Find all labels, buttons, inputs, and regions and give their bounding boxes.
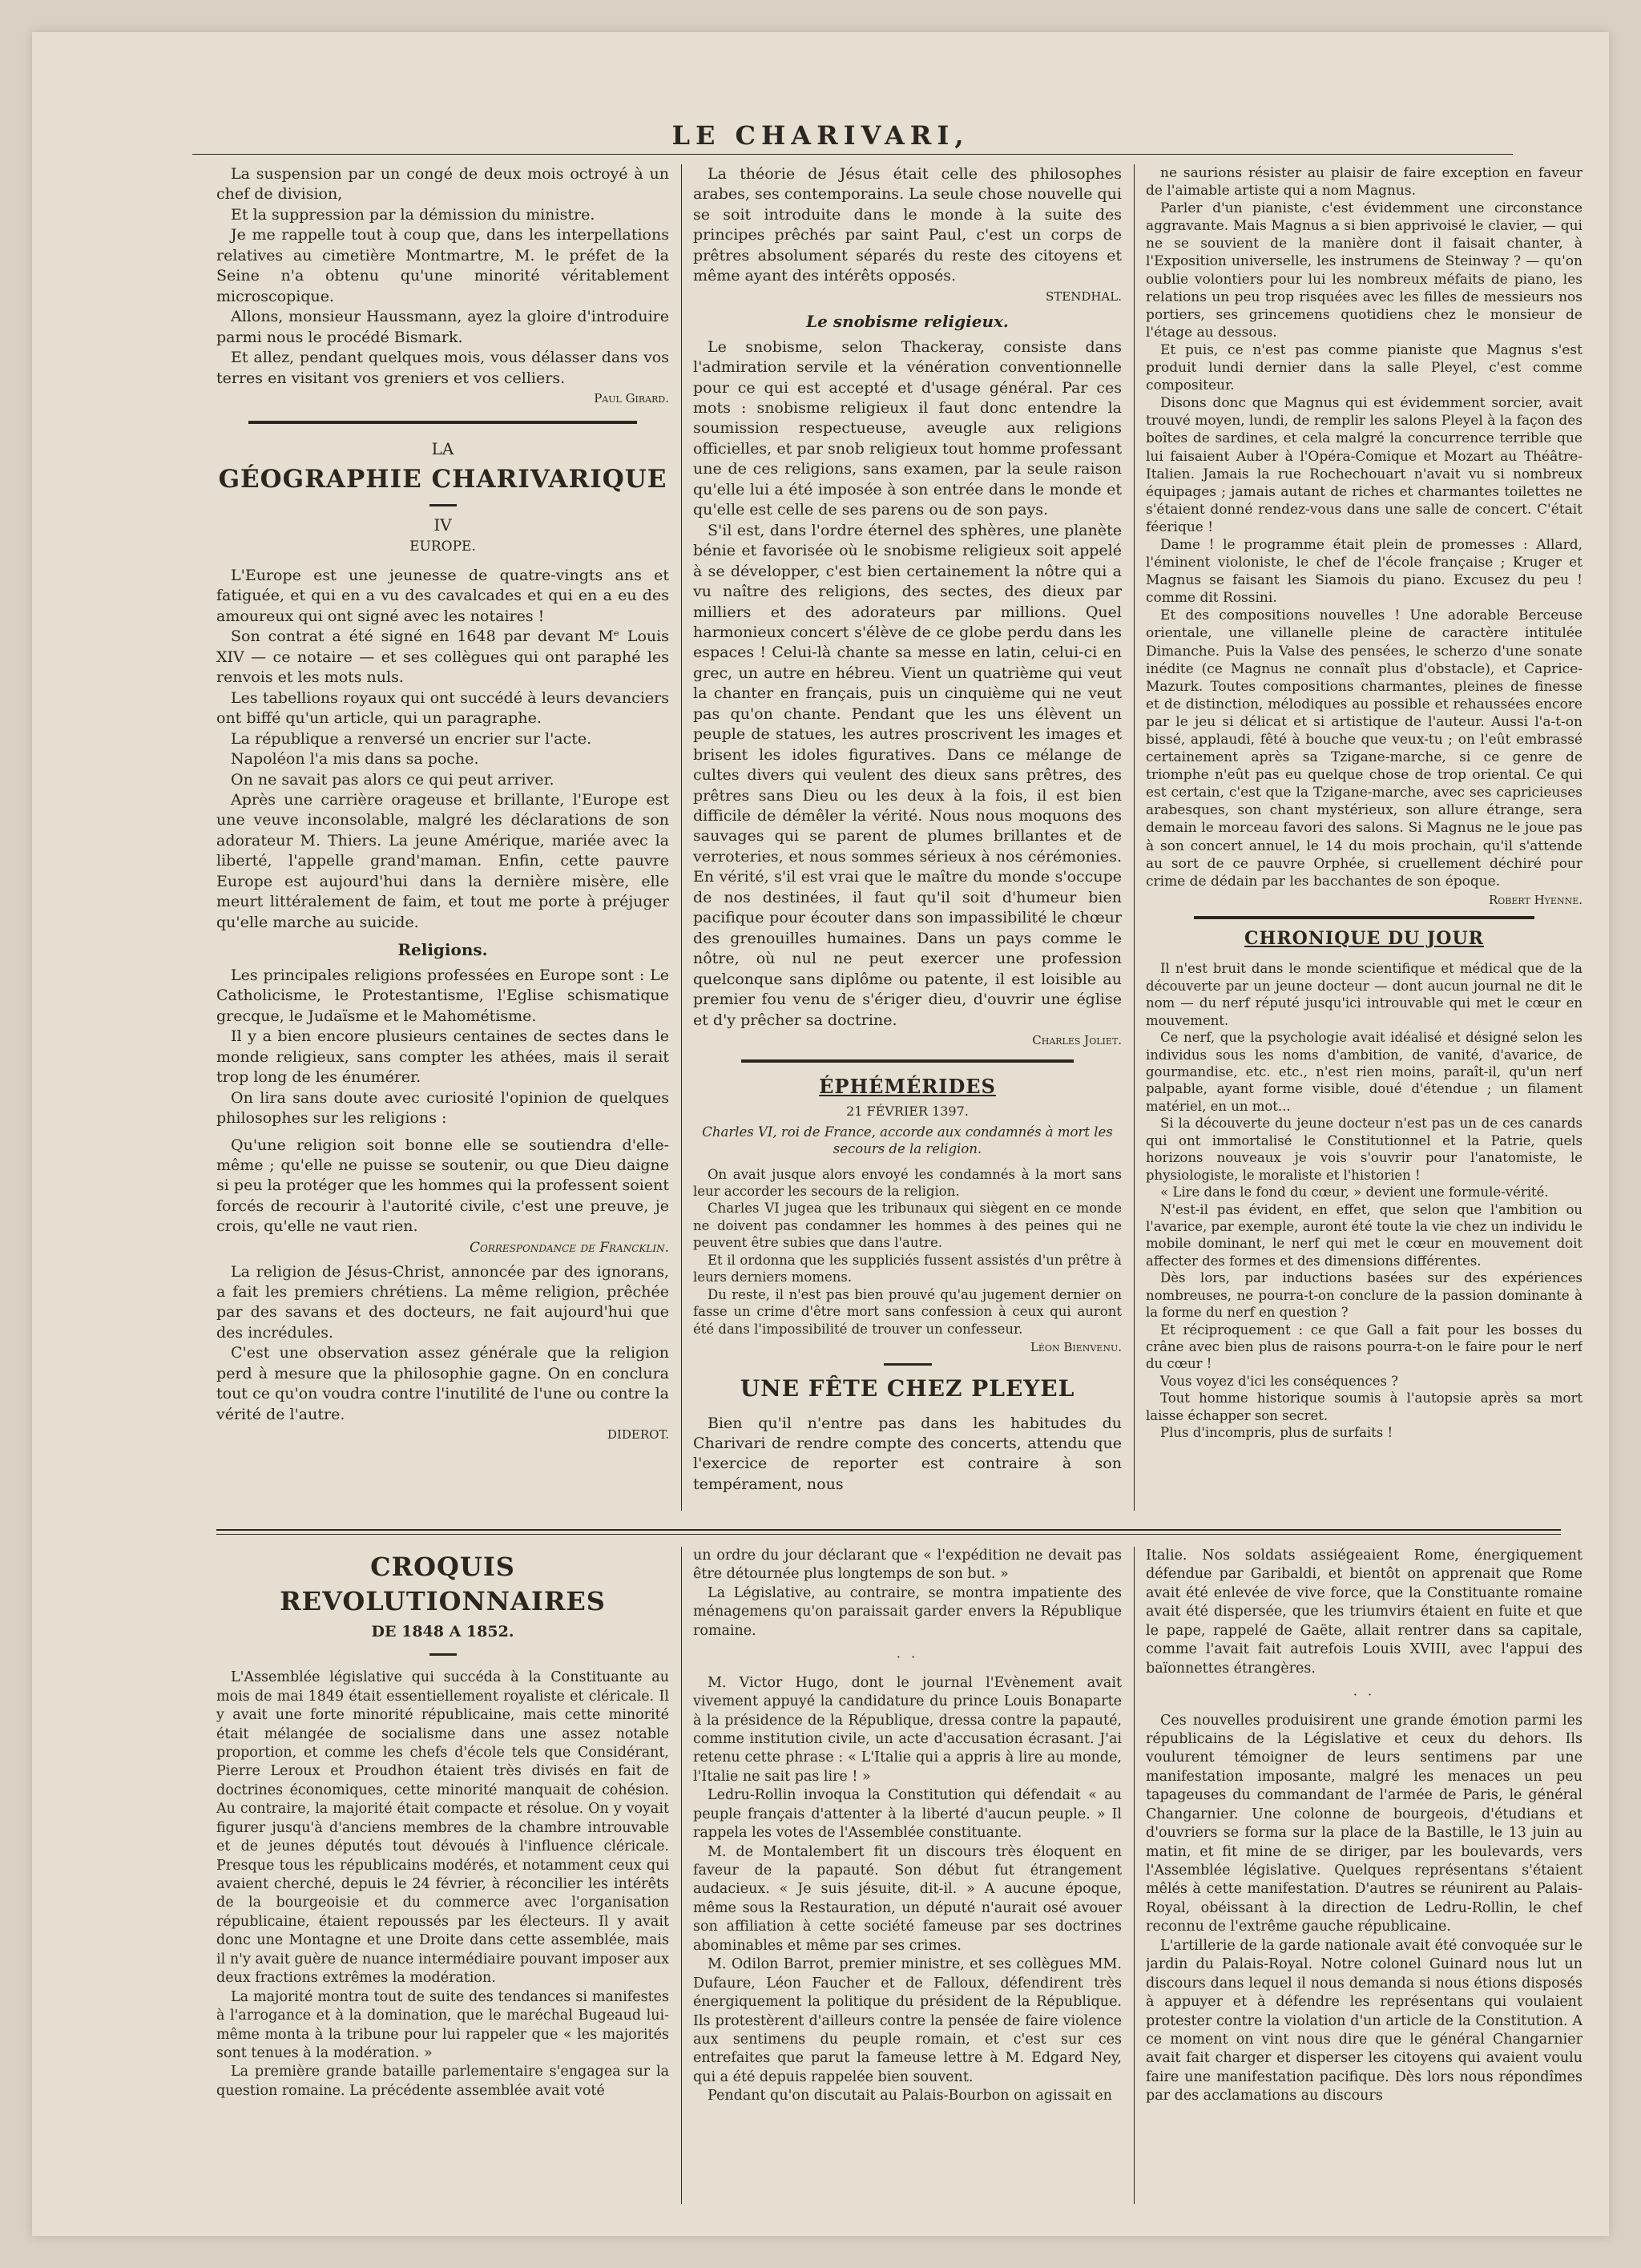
dateline: 21 FÉVRIER 1397. xyxy=(846,1104,969,1120)
newspaper-page xyxy=(32,32,1609,2236)
section-rule xyxy=(741,1059,1074,1063)
section-subtitle: EUROPE. xyxy=(409,539,476,555)
paragraph: ne saurions résister au plaisir de faire exception en faveur de l'aimable artiste qui a nom Magnus. xyxy=(1146,165,1583,200)
paragraph: Allons, monsieur Haussmann, ayez la gloire d'introduire parmi nous le procédé Bismark. xyxy=(216,308,669,346)
paragraph: Parler d'un pianiste, c'est évidemment une circonstance aggravante. Mais Magnus a si bien apprivoisé le clavier, — qui ne se souvient de la manière dont il faisait chanter, à l'Exposition universelle, les instrumens de Steinway ? — qu'on oublie volontiers pour lui les nombreux méfaits de piano, les relations un peu trop risquées avec les filles de messieurs nos portiers, ses grincemens quotidiens chez le monsieur de l'étage au dessous. xyxy=(1146,200,1583,341)
column-divider xyxy=(681,1547,682,2204)
paragraph: On avait jusque alors envoyé les condamnés à la mort sans leur accorder les secours de la religion. xyxy=(693,1166,1122,1200)
paragraph: Et la suppression par la démission du ministre. xyxy=(231,205,595,224)
paragraph: Pendant qu'on discutait au Palais-Bourbon on agissait en xyxy=(708,2088,1112,2105)
lower-column-2 xyxy=(693,1547,1122,2220)
paragraph: Et allez, pendant quelques mois, vous délasser dans vos terres en visitant vos greniers et vos celliers. xyxy=(216,349,669,387)
paragraph: Il y a bien encore plusieurs centaines de sectes dans le monde religieux, sans compter les athées, mais il serait trop long de les énumérer. xyxy=(216,1027,669,1087)
paragraph: Il n'est bruit dans le monde scientifique et médical que de la découverte par un jeune docteur — dont aucun journal ne dit le nom — du nerf réputé jusqu'ici introuvable qui met le cœur en mouvement. xyxy=(1146,961,1583,1028)
section-separator-thin xyxy=(216,1534,1561,1535)
upper-column-3 xyxy=(1146,164,1583,1519)
paragraph: Ces nouvelles produisirent une grande émotion parmi les républicains de la Législative et ceux du dehors. Ils voulurent témoigner de leurs sentimens par une manifestation imposante, malgré les menaces un peu tapageuses du commandant de l'armée de Paris, le général Changarnier. Une colonne de bourgeois, d'étudians et d'ouvriers se forma sur la place de la Bastille, le 13 juin au matin, et fit mine de se diriger, par les boulevards, vers l'Assemblée législative. Quelques représentans s'étaient mêlés à cette manifestation. D'autres se réunirent au Palais-Royal, obéissant à la direction de Ledru-Rollin, le chef reconnu de l'extrême gauche républicaine. xyxy=(1146,1712,1583,1935)
paragraph: Dès lors, par inductions basées sur des expériences nombreuses, ne pourra-t-on conclure de la passion dominante à la forme du nerf en question ? xyxy=(1146,1270,1583,1321)
paragraph: La religion de Jésus-Christ, annoncée par des ignorans, a fait les premiers chrétiens. La même religion, prêchée par des savans et des docteurs, ne fait aujourd'hui que des incrédules. xyxy=(216,1262,669,1342)
signature: Charles Joliet. xyxy=(1032,1033,1122,1048)
quotation: Qu'une religion soit bonne elle se soutiendra d'elle-même ; qu'elle ne puisse se soutenir, ou que Dieu daigne si peu la protéger que les hommes qui la professent soient forcés de recourir à l'autorité civile, c'est une preuve, je crois, qu'elle ne vaut rien. xyxy=(216,1136,669,1236)
paragraph: On ne savait pas alors ce qui peut arriver. xyxy=(231,770,554,789)
paragraph: Le snobisme, selon Thackeray, consiste dans l'admiration servile et la vénération conventionnelle pour ce qui est accepté et d'usage général. Par ces mots : snobisme religieux il faut donc entendre la soumission respectueuse, aveugle aux religions officielles, et par snob religieux tout homme professant une de ces religions, sans examen, par la seule raison qu'elle lui a été imposée à son entrée dans le monde et qu'elle est celle de ses parens ou de son pays. xyxy=(693,337,1122,519)
masthead-rule xyxy=(192,154,1513,155)
paragraph: N'est-il pas évident, en effet, que selon que l'ambition ou l'avarice, par exemple, auront été toute la vie chez un individu le mobile dominant, le nerf qui met le cœur en mouvement doit affecter des formes et des dimensions différentes. xyxy=(1146,1201,1583,1269)
column-divider xyxy=(1134,164,1135,1511)
paragraph: Italie. Nos soldats assiégeaient Rome, énergiquement défendue par Garibaldi, et bientôt on apprenait que Rome avait été enlevée de vive force, que la Constituante romaine avait été dispersée, que les triumvirs étaient en fuite et que le pape, rappelé de Gaëte, allait rentrer dans sa capitale, comme l'avait fait autrefois Louis XVIII, avec l'appui des baïonnettes étrangères. xyxy=(1146,1548,1583,1677)
section-break: · · xyxy=(1353,1687,1376,1703)
paragraph: Son contrat a été signé en 1648 par devant Mᵉ Louis XIV — ce notaire — et ses collègues qui ont paraphé les renvois et les mots nuls. xyxy=(216,628,669,687)
paragraph: On lira sans doute avec curiosité l'opinion de quelques philosophes sur les religions : xyxy=(216,1088,669,1128)
paragraph: « Lire dans le fond du cœur, » devient une formule-vérité. xyxy=(1160,1184,1549,1201)
upper-column-2 xyxy=(693,164,1122,1519)
signature: STENDHAL. xyxy=(1045,289,1122,304)
section-title: CHRONIQUE DU JOUR xyxy=(1244,927,1484,949)
upper-column-1 xyxy=(216,164,669,1519)
paragraph: L'Europe est une jeunesse de quatre-vingts ans et fatiguée, et qui en a vu des cavalcades et qui en a eu des amoureux qui ont signé avec les notaires ! xyxy=(216,566,669,625)
paragraph: L'artillerie de la garde nationale avait été convoquée sur le jardin du Palais-Royal. Notre colonel Guinard nous lut un discours dans lequel il nous demanda si nous étions disposés à appuyer et à défendre les représentans qui voulaient protester contre la violation d'un article de la Constitution. A ce moment on vint nous dire que le général Changarnier avait fait charger et disperser les citoyens qui avaient voulu faire une manifestation pacifique. Dès lors nous répondîmes par des acclamations au discours xyxy=(1146,1937,1583,2105)
paragraph: Bien qu'il n'entre pas dans les habitudes du Charivari de rendre compte des concerts, attendu que l'exercice de reporter est contraire à son tempérament, nous xyxy=(693,1414,1122,1493)
subheading: Le snobisme religieux. xyxy=(806,311,1009,331)
section-subtitle: DE 1848 A 1852. xyxy=(371,1622,514,1640)
paragraph: Tout homme historique soumis à l'autopsie après sa mort laisse échapper son secret. xyxy=(1146,1390,1583,1423)
paragraph: Et il ordonna que les suppliciés fussent assistés d'un prêtre à leurs derniers momens. xyxy=(693,1252,1122,1285)
paragraph: Du reste, il n'est pas bien prouvé qu'au jugement dernier on fasse un crime d'être mort sans confession à ceux qui auront été dans l'impossibilité de trouver un confesseur. xyxy=(693,1286,1122,1337)
column-divider xyxy=(1134,1547,1135,2204)
section-title: ÉPHÉMÉRIDES xyxy=(819,1075,996,1099)
paragraph: Je me rappelle tout à coup que, dans les interpellations relatives au cimetière Montmartre, M. le préfet de la Seine n'a obtenu qu'une minorité véritablement microscopique. xyxy=(216,226,669,305)
section-separator xyxy=(216,1529,1561,1531)
paragraph: Et réciproquement : ce que Gall a fait pour les bosses du crâne avec bien plus de raisons pourra-t-on le faire pour le nerf du cœur ! xyxy=(1146,1322,1583,1372)
subheading: Religions. xyxy=(397,940,488,960)
column-divider xyxy=(681,164,682,1511)
lower-column-1 xyxy=(216,1547,669,2220)
paragraph: La théorie de Jésus était celle des philosophes arabes, ses contemporains. La seule chose nouvelle qui se soit introduite dans le monde à la suite des principes prêchés par saint Paul, c'est un corps de prêtres absolument séparés du reste des citoyens et même ayant des intérêts opposés. xyxy=(693,165,1122,285)
paragraph: M. Odilon Barrot, premier ministre, et ses collègues MM. Dufaure, Léon Faucher et de Falloux, défendirent très énergiquement la politique du président de la République. Ils protestèrent d'ailleurs contre la pensée de faire violence aux sentimens du peuple romain, et c'est sur ces entrefaites que parut la fameuse lettre à M. Edgard Ney, qui a été depuis rappelée bien souvent. xyxy=(693,1956,1122,2085)
section-title: UNE FÊTE CHEZ PLEYEL xyxy=(740,1375,1075,1402)
paragraph: Ledru-Rollin invoqua la Constitution qui défendait « au peuple français d'attenter à la liberté d'aucun peuple. » Il rappela les votes de l'Assemblée constituante. xyxy=(693,1787,1122,1842)
paragraph: Disons donc que Magnus qui est évidemment sorcier, avait trouvé moyen, lundi, de remplir les salons Pleyel à la façon des boîtes de sardines, et cela malgré la concurrence terrible que lui faisaient Auber à l'Opéra-Comique et Mozart au Théâtre-Italien. Jamais la rue Rochechouart n'avait vu si nombreux équipages ; jamais autant de riches et charmantes toilettes ne s'étaient donné rendez-vous dans une salle de concert. C'était féerique ! xyxy=(1146,395,1583,535)
paragraph: M. de Montalembert fit un discours très éloquent en faveur de la papauté. Son début fut étrangement audacieux. « Je suis jésuite, dit-il. » A aucune époque, même sous la Restauration, un député n'aurait osé avouer son affiliation à cette société fameuse par ses doctrines abominables et même par ses crimes. xyxy=(693,1843,1122,1954)
paragraph: Plus d'incompris, plus de surfaits ! xyxy=(1160,1425,1393,1441)
signature: DIDEROT. xyxy=(607,1427,669,1443)
signature: Correspondance de Francklin. xyxy=(470,1239,669,1256)
paragraph: La Législative, au contraire, se montra impatiente des ménagemens qu'on paraissait garder envers la République romaine. xyxy=(693,1584,1122,1639)
paragraph: Vous voyez d'ici les conséquences ? xyxy=(1160,1373,1399,1389)
paragraph: S'il est, dans l'ordre éternel des sphères, une planète bénie et favorisée où le snobisme religieux soit appelé à se développer, c'est bien certainement la nôtre qui a vu naître des religions, des sectes, des dieux par milliers et des adorateurs par millions. Quel harmonieux concert s'élève de ce globe perdu dans les espaces ! Celui-là chante sa messe en latin, celui-ci en grec, un autre en hébreu. Vient un quatrième qui veut la chanter en français, puis un cinquième qui ne veut pas qu'on chante. Pendant que les uns élèvent un peuple de statues, les autres proscrivent les images et brisent les idoles figuratives. Dans ce mélange de cultes divers qui veulent des dieux sans prêtres, des prêtres sans Dieu ou les deux à la fois, il est bien difficile de démêler la vérité. Nous nous moquons des sauvages qui se parent de plumes brillantes et de verroteries, et nous sommes sérieux à nos cérémonies. En vérité, s'il est vrai que le maître du monde s'occupe de nos destinées, il faut qu'il soit d'humeur bien pacifique pour écouter dans son impassibilité le chœur des grenouilles humaines. Dans un pays comme le nôtre, où nul ne peut exercer une profession quelconque sans diplôme ou patente, il est loisible au premier fou venu de s'ériger dieu, d'ouvrir une église et d'y prêcher sa doctrine. xyxy=(693,521,1122,1029)
signature: Robert Hyenne. xyxy=(1488,892,1583,907)
signature: Léon Bienvenu. xyxy=(1030,1339,1122,1354)
paragraph: Si la découverte du jeune docteur n'est pas un de ces canards qui ont immortalisé le Constitutionnel et la Patrie, quels horizons nouveaux je vois s'ouvrir pour l'anatomiste, le physiologiste, le moraliste et l'historien ! xyxy=(1146,1116,1583,1183)
paragraph: Et des compositions nouvelles ! Une adorable Berceuse orientale, une villanelle pleine de caractère intitulée Dimanche. Puis la Valse des pensées, le scherzo d'une sonate inédite (ce Magnus ne connaît plus d'obstacle), et Caprice-Mazurk. Toutes compositions charmantes, pleines de finesse et de distinction, mélodiques au possible et rehaussées encore par le jeu si délicat et si artistique de l'auteur. Aussi l'a-t-on bissé, applaudi, fêté à bouche que veux-tu ; on l'eût embrassé certainement après sa Tzigane-marche, si ce genre de triomphe n'eût pas eu quelque chose de trop oriental. Ce qui est certain, c'est que la Tzigane-marche, avec ses capricieuses arabesques, son chant mystérieux, son allure étrange, sera demain le morceau favori des salons. Si Magnus ne le joue pas à son concert annuel, le 14 du mois prochain, qu'il s'attende au sort de ce pauvre Orphée, si cruellement déchiré pour crime de dédain par les bacchantes de son époque. xyxy=(1146,607,1583,890)
section-title: CROQUIS REVOLUTIONNAIRES xyxy=(280,1552,606,1616)
paragraph: M. Victor Hugo, dont le journal l'Evènement avait vivement appuyé la candidature du prince Louis Bonaparte à la présidence de la République, dressa contre la papauté, comme institution civile, un acte d'accusation écrasant. J'ai retenu cette phrase : « L'Italie qui a appris à lire au monde, l'Italie ne sait pas lire ! » xyxy=(693,1674,1122,1785)
paragraph: Après une carrière orageuse et brillante, l'Europe est une veuve inconsolable, malgré les déclarations de son adorateur M. Thiers. La jeune Amérique, mariée avec la liberté, l'appelle grand'maman. Enfin, cette pauvre Europe est aujourd'hui dans la dernière misère, elle meurt littéralement de faim, et tout me porte à préjuger qu'elle marche au suicide. xyxy=(216,790,669,931)
section-rule xyxy=(1194,916,1534,919)
divider xyxy=(429,504,457,506)
divider xyxy=(429,1653,457,1656)
lower-column-3 xyxy=(1146,1547,1583,2220)
paragraph: La république a renversé un encrier sur l'acte. xyxy=(231,729,592,748)
signature: Paul Girard. xyxy=(594,390,669,406)
paragraph: La première grande bataille parlementaire s'engagea sur la question romaine. La précédente assemblée avait voté xyxy=(216,2064,669,2099)
dateline-summary: Charles VI, roi de France, accorde aux condamnés à mort les secours de la religion. xyxy=(702,1124,1113,1157)
section-rule xyxy=(248,421,637,424)
paragraph: Charles VI jugea que les tribunaux qui siègent en ce monde ne doivent pas condamner les hommes à des peines qui ne peuvent être subies que dans l'autre. xyxy=(693,1201,1122,1251)
paragraph: Et puis, ce n'est pas comme pianiste que Magnus s'est produit lundi dernier dans la salle Pleyel, c'est comme compositeur. xyxy=(1146,341,1583,394)
paragraph: Les principales religions professées en Europe sont : Le Catholicisme, le Protestantisme, l'Eglise schismatique grecque, le Judaïsme et le Mahométisme. xyxy=(216,966,669,1025)
paragraph: un ordre du jour déclarant que « l'expédition ne devait pas être détournée plus longtemps de son but. » xyxy=(693,1548,1122,1583)
paragraph: C'est une observation assez générale que la religion perd à mesure que la philosophie gagne. On en conclura tout ce qu'on voudra contre l'inutilité de l'une ou contre la vérité de l'autre. xyxy=(216,1344,669,1423)
masthead: LE CHARIVARI, xyxy=(671,120,970,151)
paragraph: L'Assemblée législative qui succéda à la Constituante au mois de mai 1849 était essentiellement royaliste et cléricale. Il y avait une forte minorité républicaine, mais cette minorité était mélangée de socialisme dans une assez notable proportion, et comme les chefs d'école tels que Considérant, Pierre Leroux et Proudhon étaient très divisés en fait de doctrines économiques, cette minorité manquait de cohésion. Au contraire, la majorité était compacte et résolue. On y voyait figurer jusqu'à d'anciens membres de la chambre introuvable et de jeunes députés tout dévoués à l'influence cléricale. Presque tous les républicains modérés, et notamment ceux qui avaient cherché, depuis le 24 février, à réconcilier les intérêts de la bourgeoisie et du commerce avec l'organisation républicaine, étaient repoussés par les électeurs. Il y avait donc une Montagne et une Droite dans cette assemblée, mais il n'y avait guère de nuance intermédiaire pouvant imposer aux deux fractions extrêmes la modération. xyxy=(216,1669,669,1987)
paragraph: La majorité montra tout de suite des tendances si manifestes à l'arrogance et à la domination, que le maréchal Bugeaud lui-même monta à la tribune pour lui rappeler que « les majorités sont tenues à la modération. » xyxy=(216,1988,669,2061)
section-numeral: IV xyxy=(433,515,452,535)
paragraph: Napoléon l'a mis dans sa poche. xyxy=(231,750,479,769)
section-kicker: LA xyxy=(431,439,454,459)
paragraph: La suspension par un congé de deux mois octroyé à un chef de division, xyxy=(216,165,669,204)
divider xyxy=(884,1363,932,1366)
paragraph: Les tabellions royaux qui ont succédé à leurs devanciers ont biffé qu'un article, qui un paragraphe. xyxy=(216,688,669,728)
paragraph: Ce nerf, que la psychologie avait idéalisé et désigné selon les individus sous les noms d'ambition, de vanité, d'avarice, de gourmandise, etc. etc., n'est rien moins, paraît-il, qu'un nerf palpable, ayant forme visible, doué d'étendue ; un filament matériel, en un mot... xyxy=(1146,1030,1583,1114)
paragraph: Dame ! le programme était plein de promesses : Allard, l'éminent violoniste, le chef de l'école française ; Kruger et Magnus se faisant les Siamois du piano. Excusez du peu ! comme dit Rossini. xyxy=(1146,536,1583,607)
section-break: · · xyxy=(896,1649,919,1665)
section-title: GÉOGRAPHIE CHARIVARIQUE xyxy=(218,464,667,494)
